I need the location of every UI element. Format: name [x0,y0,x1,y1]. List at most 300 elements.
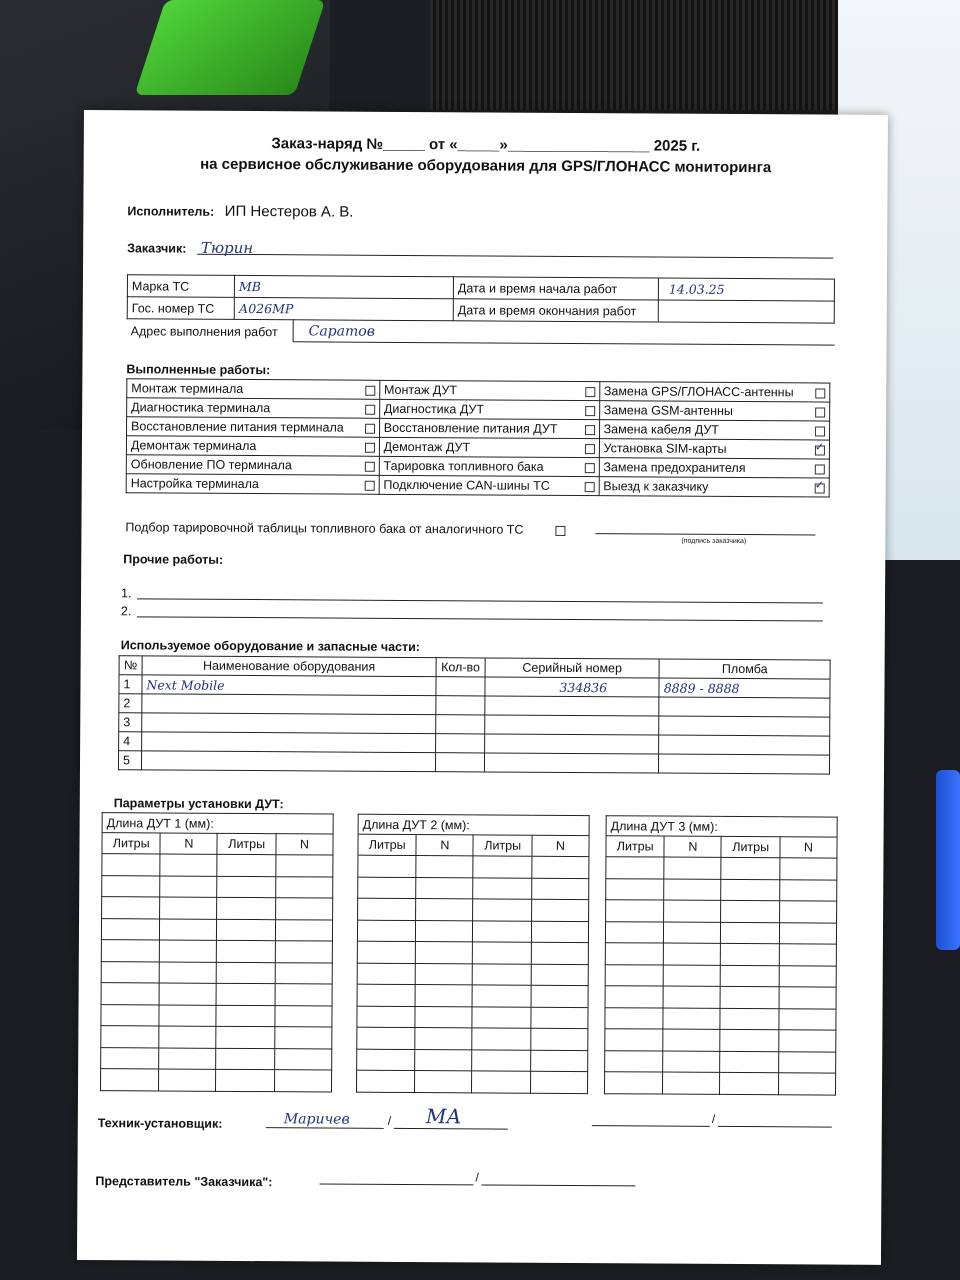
customer-row [127,238,253,258]
dut-header-row [358,834,589,856]
equipment-cell[interactable]: 334836 [485,677,659,697]
dut-row [101,940,332,963]
executor-label: Исполнитель: [127,204,215,219]
dut-cell[interactable] [720,1072,779,1094]
dut-cell[interactable] [216,1026,275,1048]
dut-cell[interactable] [779,901,836,923]
dut-header: N [276,834,333,855]
equipment-cell[interactable] [659,716,830,736]
equipment-cell[interactable] [485,715,659,735]
dut-row [101,1069,332,1092]
dut-cell[interactable] [663,986,720,1008]
dut-cell[interactable] [779,1008,836,1030]
work-checkbox-cell [358,418,379,437]
work-label: Замена GPS/ГЛОНАСС-антенны [599,382,808,402]
title-line-1: Заказ-наряд №_____ от «_____»_________________ 2025 г. [271,135,701,155]
dut-cell[interactable] [159,1026,216,1048]
work-checkbox[interactable] [364,480,374,490]
equipment-cell[interactable] [435,753,484,772]
dut-header: Литры [606,836,665,857]
customer-rep-line-1 [319,1183,473,1185]
equipment-header: № [119,656,142,675]
dut-cell[interactable] [276,855,333,877]
dut-cell[interactable] [531,942,588,964]
dut-row [357,920,588,943]
work-checkbox-cell [358,475,379,494]
start-value: 14.03.25 [658,278,834,301]
title-line-2: на сервисное обслуживание оборудования для GPS/ГЛОНАСС мониторинга [200,155,772,177]
dut-cell[interactable] [357,941,416,963]
dut-cell[interactable] [275,1048,332,1070]
dut-row [358,855,589,878]
equipment-cell[interactable] [142,732,436,753]
dut-cell[interactable] [473,963,532,985]
dut-cell[interactable] [416,877,473,899]
equipment-cell[interactable] [436,677,485,696]
dut-cell[interactable] [159,983,216,1005]
executor-value: ИП Нестеров А. В. [224,202,354,221]
dut-row [357,963,588,986]
dut-cell[interactable] [663,1029,720,1051]
dut-cell[interactable] [160,940,217,962]
dut-cell[interactable] [101,1069,160,1091]
customer-rep-slash: / [475,1170,479,1185]
work-checkbox[interactable] [815,445,825,455]
dut-row [101,1047,332,1070]
dut-header: N [160,833,217,854]
other-work-1-line[interactable] [137,598,823,603]
dut-cell[interactable] [605,1007,664,1029]
dut-cell[interactable] [779,987,836,1009]
dut-row [606,878,837,901]
equipment-cell[interactable]: 8889 - 8888 [659,678,830,698]
dut-cell[interactable] [217,962,276,984]
dut-row [357,941,588,964]
dut-caption-row [358,814,589,835]
dut-cell[interactable] [473,899,532,921]
dut-row [101,983,332,1006]
dut-header: Литры [358,834,417,855]
dut-cell[interactable] [415,985,472,1007]
dut-cell[interactable] [531,964,588,986]
start-label: Дата и время начала работ [453,277,658,300]
dut-cell[interactable] [416,920,473,942]
dut-cell[interactable] [275,919,332,941]
dut-cell[interactable] [664,857,721,879]
address-divider [293,319,294,341]
dut-cell[interactable] [780,858,837,880]
work-label: Подключение CAN-шины ТС [379,475,578,495]
dut-cell[interactable] [275,1027,332,1049]
customer-value: Тюрин [200,238,254,258]
dut-cell[interactable] [605,1050,664,1072]
dut-cell[interactable] [217,876,276,898]
dut-cell[interactable] [358,898,417,920]
work-checkbox-cell [808,440,829,459]
brand-label: Марка ТС [127,275,234,298]
work-label: Выезд к заказчику [599,477,808,497]
dut-cell[interactable] [720,1008,779,1030]
equipment-row-number: 5 [118,751,141,770]
dut-row [605,986,836,1009]
dut-cell[interactable] [531,1050,588,1072]
dut-cell[interactable] [721,879,780,901]
work-checkbox[interactable] [584,482,594,492]
dut-cell[interactable] [101,940,160,962]
dut-cell[interactable] [102,854,161,876]
dut-cell[interactable] [663,1008,720,1030]
equipment-cell[interactable] [659,754,830,774]
equipment-row [118,751,829,774]
dut-cell[interactable] [606,900,665,922]
dut-cell[interactable] [780,879,837,901]
dut-cell[interactable] [605,986,664,1008]
dut-row [605,964,836,987]
dut-cell[interactable] [415,1028,472,1050]
work-label: Обновление ПО терминала [126,455,358,475]
equipment-cell[interactable] [142,713,436,734]
dut-cell[interactable] [217,983,276,1005]
equipment-cell[interactable]: Next Mobile [142,675,436,696]
dut-row [605,1050,836,1073]
dut-cell[interactable] [530,1071,587,1093]
extra-sign-line-2 [718,1126,832,1128]
dut-cell[interactable] [415,1071,472,1093]
dut-cell[interactable] [473,985,532,1007]
dut-cell[interactable] [160,875,217,897]
customer-rep-line-2 [481,1184,635,1186]
dut-header: Литры [217,833,276,854]
dut-cell[interactable] [357,1049,416,1071]
dut-cell[interactable] [357,963,416,985]
equipment-row-number: 1 [119,675,142,694]
equipment-cell[interactable] [659,697,830,717]
work-checkbox[interactable] [815,464,825,474]
dut-cell[interactable] [472,1028,531,1050]
dut-cell[interactable] [664,943,721,965]
dut-cell[interactable] [275,941,332,963]
dut-row [357,1027,588,1050]
dut-cell[interactable] [532,878,589,900]
equipment-header: Наименование оборудования [142,656,436,677]
customer-sign-line [595,533,815,535]
end-label: Дата и время окончания работ [453,299,658,322]
dut-header-row [606,836,837,858]
work-label: Установка SIM-карты [599,439,808,459]
dut-cell[interactable] [101,1026,160,1048]
background-mesh [430,0,850,110]
work-checkbox[interactable] [365,404,375,414]
end-value [658,300,834,323]
work-label: Замена предохранителя [599,458,808,478]
work-checkbox[interactable] [365,442,375,452]
dut-row [605,1007,836,1030]
equipment-cell[interactable] [141,751,435,772]
dut-cell[interactable] [160,854,217,876]
dut-cell[interactable] [216,1069,275,1091]
dut-cell[interactable] [663,1051,720,1073]
dut-cell[interactable] [357,1006,416,1028]
customer-label: Заказчик: [127,241,187,256]
dut-cell[interactable] [160,897,217,919]
work-label: Диагностика терминала [127,398,359,418]
dut-row [605,943,836,966]
dut-cell[interactable] [216,1048,275,1070]
address-underline [293,341,835,345]
dut-row [357,1070,588,1093]
dut-cell[interactable] [160,918,217,940]
dut-cell[interactable] [531,985,588,1007]
dut-cell[interactable] [721,943,780,965]
dut-cell[interactable] [160,961,217,983]
equipment-header: Пломба [659,659,830,679]
dut-caption: Длина ДУТ 1 (мм): [102,813,333,834]
dut-cell[interactable] [159,1004,216,1026]
dut-title: Параметры установки ДУТ: [113,796,284,812]
dut-cell[interactable] [779,922,836,944]
dut-cell[interactable] [416,856,473,878]
dut-cell[interactable] [102,897,161,919]
work-checkbox-cell [808,478,829,497]
dut-cell[interactable] [357,984,416,1006]
dut-cell[interactable] [532,856,589,878]
dut-cell[interactable] [275,898,332,920]
dut-cell[interactable] [276,876,333,898]
dut-cell[interactable] [531,1007,588,1029]
dut-cell[interactable] [721,986,780,1008]
technician-sign-line [394,1128,508,1130]
dut-cell[interactable] [606,857,665,879]
work-checkbox[interactable] [365,385,375,395]
dut-header: Литры [473,835,532,856]
dut-cell[interactable] [101,983,160,1005]
work-checkbox-cell [358,380,379,399]
dut-cell[interactable] [779,1051,836,1073]
equipment-cell[interactable] [436,715,485,734]
dut-row [358,898,589,921]
dut-cell[interactable] [472,1006,531,1028]
work-checkbox-cell [808,459,829,478]
dut-cell[interactable] [216,1005,275,1027]
dut-cell[interactable] [605,1029,664,1051]
dut-cell[interactable] [664,965,721,987]
dut-cell[interactable] [531,899,588,921]
dut-cell[interactable] [605,1072,664,1094]
dut-header: N [664,836,721,857]
dut-cell[interactable] [217,940,276,962]
other-work-2-line[interactable] [137,616,823,621]
dut-row [358,877,589,900]
dut-cell[interactable] [664,900,721,922]
dut-cell[interactable] [473,920,532,942]
dut-cell[interactable] [779,965,836,987]
dut-row [357,984,588,1007]
dut-cell[interactable] [101,1047,160,1069]
equipment-row-number: 2 [119,694,142,713]
work-checkbox-cell [808,402,829,421]
work-checkbox-cell [578,458,599,477]
equipment-cell[interactable] [436,734,485,753]
dut-header: N [416,835,473,856]
dut-cell[interactable] [472,1071,531,1093]
dut-cell[interactable] [721,965,780,987]
dut-table-3 [604,815,838,1095]
work-checkbox[interactable] [584,463,594,473]
dut-row [101,918,332,941]
work-label: Замена GSM-антенны [599,401,808,421]
dut-cell[interactable] [606,878,665,900]
executor-row [127,202,353,221]
dut-cell[interactable] [358,877,417,899]
dut-cell[interactable] [721,900,780,922]
work-checkbox[interactable] [815,426,825,436]
equipment-cell[interactable] [484,753,658,773]
dut-row [357,1006,588,1029]
work-checkbox[interactable] [585,425,595,435]
technician-name-line [266,1127,384,1129]
address-label: Адрес выполнения работ [130,324,278,340]
dut-caption-row [606,816,837,837]
tank-table-label: Подбор тарировочной таблицы топливного бака от аналогичного ТС [125,520,524,537]
work-checkbox[interactable] [585,406,595,416]
work-checkbox[interactable] [815,407,825,417]
dut-caption: Длина ДУТ 2 (мм): [358,814,589,835]
dut-cell[interactable] [358,855,417,877]
dut-header-row [102,833,333,855]
work-checkbox-cell [358,456,379,475]
tank-table-checkbox[interactable] [555,526,565,536]
work-checkbox-cell [578,382,599,401]
dut-cell[interactable] [217,854,276,876]
dut-cell[interactable] [472,1049,531,1071]
work-checkbox-cell [358,399,379,418]
equipment-row-number: 4 [119,732,142,751]
dut-header: N [780,837,837,858]
work-checkbox[interactable] [815,483,825,493]
work-checkbox-cell [808,421,829,440]
work-label: Демонтаж терминала [126,436,358,456]
dut-row [357,1049,588,1072]
work-label: Настройка терминала [126,474,358,494]
dut-cell[interactable] [415,1006,472,1028]
dut-header: Литры [102,833,161,854]
technician-slash: / [387,1113,392,1128]
plate-value: А026МР [234,297,453,320]
technician-name: Маричев [283,1111,350,1128]
dut-cell[interactable] [663,1072,720,1094]
dut-cell[interactable] [357,1027,416,1049]
works-table [126,378,831,497]
dut-cell[interactable] [720,1051,779,1073]
dut-cell[interactable] [473,856,532,878]
customer-rep-label: Представитель "Заказчика": [95,1174,273,1190]
equipment-cell[interactable] [436,696,485,715]
work-checkbox[interactable] [365,461,375,471]
works-row [126,474,829,497]
equipment-header: Кол-во [436,658,485,677]
dut-cell[interactable] [159,1069,216,1091]
work-checkbox[interactable] [585,387,595,397]
dut-cell[interactable] [778,1073,835,1095]
extra-sign-line-1 [592,1125,710,1127]
dut-header: N [532,835,589,856]
equipment-cell[interactable] [484,734,658,754]
dut-cell[interactable] [274,1070,331,1092]
dut-row [101,1004,332,1027]
dut-cell[interactable] [664,879,721,901]
dut-cell[interactable] [275,1005,332,1027]
work-checkbox[interactable] [584,444,594,454]
dut-cell[interactable] [217,919,276,941]
dut-cell[interactable] [102,875,161,897]
dut-cell[interactable] [720,1029,779,1051]
tank-table-row [125,520,565,537]
other-works-title: Прочие работы: [123,552,224,567]
equipment-table [118,655,831,774]
address-value: Саратов [308,323,375,340]
work-label: Диагностика ДУТ [379,399,578,419]
dut-cell[interactable] [101,918,160,940]
dut-cell[interactable] [779,1030,836,1052]
dut-cell[interactable] [605,964,664,986]
dut-cell[interactable] [531,921,588,943]
dut-cell[interactable] [416,899,473,921]
work-label: Демонтаж ДУТ [379,437,578,457]
dut-cell[interactable] [275,962,332,984]
dut-cell[interactable] [275,984,332,1006]
dut-cell[interactable] [101,1004,160,1026]
dut-table-1 [100,812,334,1092]
dut-row [605,1029,836,1052]
technician-signature: МА [425,1104,462,1129]
equipment-header: Серийный номер [485,658,659,678]
dut-cell[interactable] [721,857,780,879]
work-label: Замена кабеля ДУТ [599,420,808,440]
work-label: Восстановление питания терминала [127,417,359,437]
dut-cell[interactable] [473,877,532,899]
dut-cell[interactable] [605,921,664,943]
dut-cell[interactable] [664,922,721,944]
dut-cell[interactable] [415,1049,472,1071]
equipment-cell[interactable] [659,735,830,755]
equipment-cell[interactable] [485,696,659,716]
dut-cell[interactable] [721,922,780,944]
dut-cell[interactable] [357,920,416,942]
dut-cell[interactable] [605,943,664,965]
dut-row [101,1026,332,1049]
equipment-cell[interactable] [142,694,436,715]
dut-cell[interactable] [416,942,473,964]
dut-cell[interactable] [779,944,836,966]
dut-cell[interactable] [159,1047,216,1069]
dut-cell[interactable] [217,897,276,919]
dut-cell[interactable] [531,1028,588,1050]
plate-label: Гос. номер ТС [127,297,234,320]
dut-row [102,897,333,920]
other-work-2-number: 2. [120,604,132,619]
work-checkbox[interactable] [815,388,825,398]
work-label: Монтаж терминала [127,379,359,399]
dut-cell[interactable] [101,961,160,983]
dut-caption-row [102,813,333,834]
work-checkbox-cell [358,437,379,456]
dut-row [102,875,333,898]
work-label: Восстановление питания ДУТ [379,418,578,438]
dut-cell[interactable] [416,963,473,985]
dut-cell[interactable] [473,942,532,964]
dut-cell[interactable] [357,1070,416,1092]
work-checkbox[interactable] [365,423,375,433]
